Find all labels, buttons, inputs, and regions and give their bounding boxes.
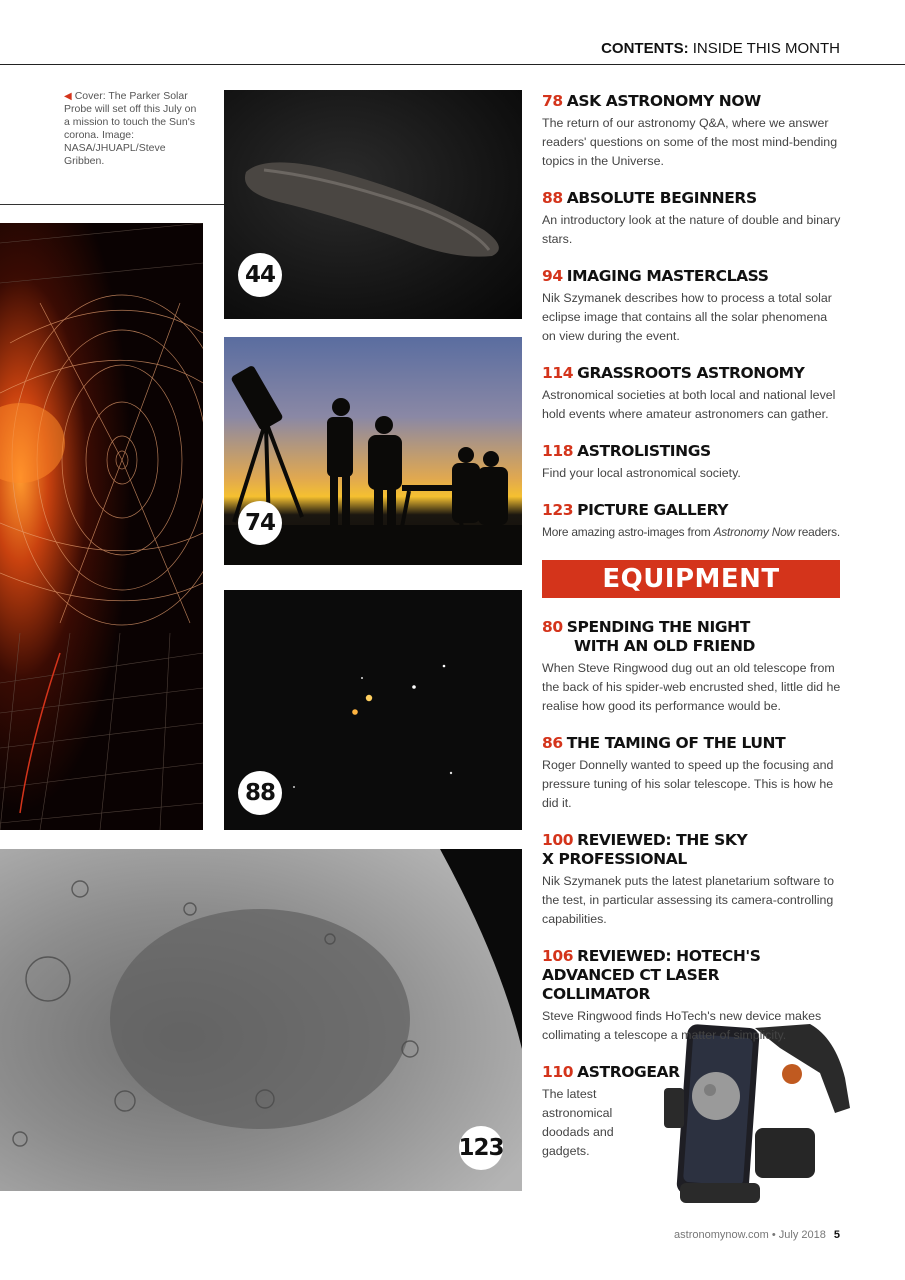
entry-page-number: 80 <box>542 618 563 636</box>
entry-description: Steve Ringwood finds HoTech's new device makes collimating a telescope a matter of simplicity. <box>542 1009 822 1042</box>
entry-title: GRASSROOTS ASTRONOMY <box>577 364 805 382</box>
entry-heading <box>542 1063 842 1082</box>
entry-description: Nik Szymanek describes how to process a total solar eclipse image that contains all the solar phenomena on view during the event. <box>542 291 832 343</box>
caption-rule <box>0 204 224 205</box>
entry-title: IMAGING MASTERCLASS <box>566 267 769 285</box>
astronomers-sunset-image <box>224 337 522 565</box>
entry-page-number: 123 <box>542 501 574 519</box>
entry-title: REVIEWED: HOTECH'S ADVANCED CT LASER COLLIMATOR <box>542 947 761 1003</box>
entry-heading <box>542 831 762 869</box>
contents-entry[interactable] <box>542 734 842 813</box>
entry-heading <box>542 947 832 1004</box>
entry-description: The latest astronomical doodads and gadgets. <box>542 1087 614 1158</box>
entry-title: ASTROLISTINGS <box>577 442 711 460</box>
entry-description <box>542 523 842 542</box>
entry-heading <box>542 442 842 461</box>
contents-entry[interactable] <box>542 501 842 542</box>
entry-title: THE TAMING OF THE LUNT <box>566 734 786 752</box>
entry-page-number: 88 <box>542 189 563 207</box>
entry-title: REVIEWED: THE SKY X PROFESSIONAL <box>542 831 748 868</box>
entry-title: SPENDING THE NIGHT <box>566 618 750 636</box>
entry-page-number: 118 <box>542 442 574 460</box>
entry-description: When Steve Ringwood dug out an old telescope from the back of his spider-web encrusted shed, little did he realise how good its performance would be. <box>542 661 841 713</box>
contents-entry[interactable] <box>542 831 842 929</box>
entry-heading <box>542 501 842 520</box>
entry-description: The return of our astronomy Q&A, where we answer readers' questions on some of the most mind-bending topics in the Universe. <box>542 116 838 168</box>
entry-heading <box>542 734 842 753</box>
page-badge-88: 88 <box>238 771 282 815</box>
entry-description: Find your local astronomical society. <box>542 466 741 480</box>
contents-entry[interactable] <box>542 92 842 171</box>
entry-heading <box>542 364 842 383</box>
entry-description-magazine: Astronomy Now <box>713 525 795 539</box>
entry-page-number: 110 <box>542 1063 574 1081</box>
entry-page-number: 106 <box>542 947 574 965</box>
page-badge-44: 44 <box>238 253 282 297</box>
contents-entry[interactable] <box>542 189 842 249</box>
contents-entry[interactable] <box>542 618 842 716</box>
entry-page-number: 100 <box>542 831 574 849</box>
cover-caption-text: Cover: The Parker Solar Probe will set off this July on a mission to touch the Sun's corona. Image: NASA/JHUAPL/Steve Gribben. <box>64 90 197 167</box>
solar-grid-illustration <box>0 223 203 830</box>
entry-description-post: readers. <box>794 525 841 539</box>
page-footer <box>674 1229 840 1241</box>
entry-page-number: 78 <box>542 92 563 110</box>
header-bold: CONTENTS: <box>601 40 689 57</box>
entry-heading <box>542 267 842 286</box>
entry-description: Astronomical societies at both local and national level hold events where amateur astronomers can gather. <box>542 388 836 421</box>
page-badge-74: 74 <box>238 501 282 545</box>
entry-title: ASTROGEAR <box>577 1063 680 1081</box>
header-rest: INSIDE THIS MONTH <box>688 40 840 57</box>
double-stars-image <box>224 590 522 830</box>
entry-page-number: 114 <box>542 364 574 382</box>
contents-entry[interactable] <box>542 442 842 483</box>
page-number: 5 <box>833 1229 840 1241</box>
contents-entry[interactable] <box>542 1063 842 1161</box>
cover-solar-image <box>0 223 203 830</box>
entry-description: An introductory look at the nature of double and binary stars. <box>542 213 841 246</box>
entry-heading <box>542 189 842 208</box>
contents-entry[interactable] <box>542 364 842 424</box>
entry-heading <box>542 618 842 656</box>
entry-description: Roger Donnelly wanted to speed up the focusing and pressure tuning of his solar telescope. This is how he did it. <box>542 758 834 810</box>
entry-page-number: 86 <box>542 734 563 752</box>
moon-surface-image <box>0 849 522 1191</box>
page-header <box>601 40 840 57</box>
header-rule <box>0 64 905 65</box>
moon-illustration <box>0 849 522 1191</box>
entry-heading <box>542 92 842 111</box>
page-badge-123: 123 <box>459 1126 503 1170</box>
equipment-section-banner: EQUIPMENT <box>542 560 840 598</box>
entry-page-number: 94 <box>542 267 563 285</box>
entry-title-line2: WITH AN OLD FRIEND <box>574 637 756 655</box>
contents-entry[interactable] <box>542 947 842 1045</box>
contents-entry[interactable] <box>542 267 842 346</box>
cover-caption <box>64 90 204 168</box>
footer-site: astronomynow.com • July 2018 <box>674 1229 826 1241</box>
entry-description-pre: More amazing astro-images from <box>542 525 714 539</box>
entry-title: ABSOLUTE BEGINNERS <box>566 189 757 207</box>
contents-column <box>542 92 842 1179</box>
entry-description: Nik Szymanek puts the latest planetarium software to the test, in particular assessing its camera-controlling capabilities. <box>542 874 835 926</box>
entry-title: PICTURE GALLERY <box>577 501 729 519</box>
caption-triangle-icon: ◀ <box>64 91 72 102</box>
asteroid-image <box>224 90 522 319</box>
entry-title: ASK ASTRONOMY NOW <box>566 92 761 110</box>
